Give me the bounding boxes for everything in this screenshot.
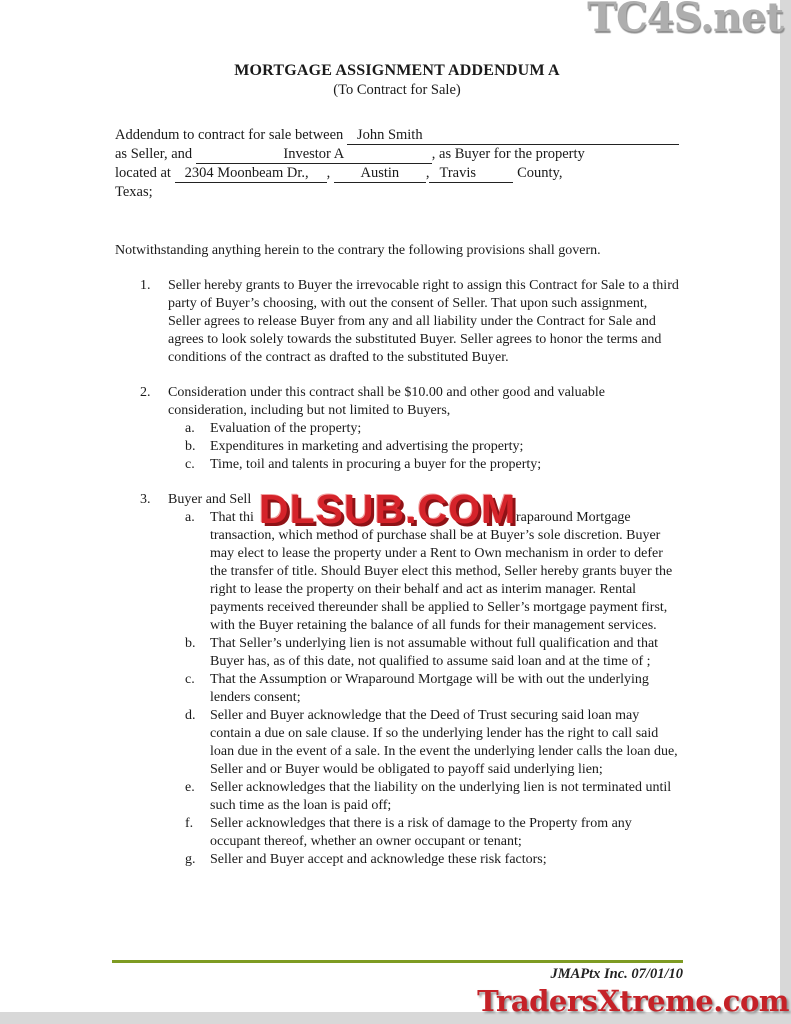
- sub-list: [185, 509, 679, 869]
- list-item-1: [115, 277, 679, 367]
- sub-text: Seller acknowledges that the liability on the underlying lien is not terminated until such time as the loan is paid off;: [210, 780, 672, 813]
- item-body: [168, 491, 679, 869]
- sub-text: Evaluation of the property;: [210, 421, 362, 436]
- sub-text: That the Assumption or Wraparound Mortgage will be with out the underlying lenders consent;: [210, 672, 649, 705]
- list-item-3: [115, 491, 679, 869]
- item-text: Seller hereby grants to Buyer the irrevocable right to assign this Contract for Sale to a third party of Buyer’s choosing, with out the consent of Seller. That upon such assignment, Seller agrees to release Buyer from any and all liability under the Contract for Sale and agrees to look solely towards the substituted Buyer. Seller agrees to honor the terms and conditions of the contract as drafted to the substituted Buyer.: [168, 278, 679, 365]
- footer-divider: [112, 960, 683, 963]
- fill-street-address: [175, 164, 327, 183]
- sub-list: [185, 420, 679, 474]
- watermark-dlsub: DLSUB.COM: [259, 486, 517, 532]
- fill-city: Austin: [334, 164, 426, 183]
- sub-text: That Seller’s underlying lien is not assumable without full qualification and that Buyer has, as of this date, not qualified to assume said loan and at the time of ;: [210, 636, 659, 669]
- governing-clause: Notwithstanding anything herein to the contrary the following provisions shall govern.: [115, 243, 601, 258]
- item-number: 1.: [140, 278, 151, 293]
- fill-seller-name-value: John Smith: [356, 127, 423, 143]
- intro-text: as Seller, and: [115, 146, 196, 162]
- item-body: [168, 384, 679, 474]
- intro-text: ,: [425, 165, 430, 181]
- intro-line: [115, 183, 679, 201]
- intro-text: ,: [326, 165, 334, 181]
- intro-text: Addendum to contract for sale between: [115, 127, 347, 143]
- sub-text-fragment: raparound Mortgage transaction, which method of purchase shall be at Buyer’s sole discretion. Buyer may elect to lease the property under a Rent to Own mechanism in order to defer the transfer of title. Should Buyer elect this method, Seller hereby grants buyer the right to lease the property on their behalf and act as interim manager. Rental payments received thereunder shall be applied to Seller’s mortgage payment first, with the Buyer retaining the balance of all funds for their management services.: [210, 510, 673, 633]
- sub-item: [185, 635, 679, 671]
- sub-item: [185, 438, 679, 456]
- sub-letter: e.: [185, 780, 195, 795]
- intro-text: , as Buyer for the property: [431, 146, 585, 162]
- intro-text: County,: [513, 165, 563, 181]
- fill-seller-name: [347, 126, 679, 145]
- item-number: 3.: [140, 492, 151, 507]
- intro-line: [115, 164, 679, 183]
- title-block: [115, 62, 679, 99]
- item-number: 2.: [140, 385, 151, 400]
- page-subtitle: (To Contract for Sale): [333, 82, 461, 98]
- sub-text: Time, toil and talents in procuring a buyer for the property;: [210, 457, 542, 472]
- watermark-tradersxtreme: TradersXtreme.com: [477, 984, 789, 1018]
- sub-letter: a.: [185, 421, 195, 436]
- footer-credit: JMAPtx Inc. 07/01/10: [550, 966, 683, 982]
- sub-letter: c.: [185, 457, 195, 472]
- fill-county-value: Travis: [439, 165, 477, 181]
- sub-letter: f.: [185, 816, 194, 831]
- sub-item: [185, 420, 679, 438]
- sub-letter: a.: [185, 510, 195, 525]
- fill-county: [429, 164, 513, 183]
- intro-line: [115, 145, 679, 164]
- sub-letter: b.: [185, 636, 196, 651]
- sub-text: Seller and Buyer acknowledge that the Deed of Trust securing said loan may contain a due on sale clause. If so the underlying lender has the right to call said loan due in the event of a sale. In the event the underlying lender calls the loan due, Seller and or Buyer would be obligated to payoff said underlying lien;: [210, 708, 678, 777]
- intro-text: located at: [115, 165, 175, 181]
- list-item-2: [115, 384, 679, 474]
- intro-line: [115, 126, 679, 145]
- sub-text-fragment: That thi: [210, 510, 254, 525]
- sub-item: [185, 779, 679, 815]
- item-text: Buyer and Sell: [168, 492, 252, 507]
- sub-item: [185, 851, 679, 869]
- sub-text: Expenditures in marketing and advertising the property;: [210, 439, 524, 454]
- sub-letter: d.: [185, 708, 196, 723]
- item-text: Consideration under this contract shall be $10.00 and other good and valuable consideration, including but not limited to Buyers,: [168, 385, 606, 418]
- page-title: MORTGAGE ASSIGNMENT ADDENDUM A: [234, 62, 560, 79]
- fill-buyer-name: Investor A: [196, 145, 432, 164]
- sub-item: [185, 456, 679, 474]
- sub-letter: c.: [185, 672, 195, 687]
- sub-letter: b.: [185, 439, 196, 454]
- intro-paragraph: [115, 126, 679, 201]
- watermark-tc4s: TC4S.net: [587, 0, 783, 41]
- fill-street-address-value: 2304 Moonbeam Dr.,: [184, 165, 309, 181]
- sub-item: [185, 815, 679, 851]
- sub-item: [185, 707, 679, 779]
- sub-letter: g.: [185, 852, 196, 867]
- intro-text: Texas;: [115, 184, 153, 200]
- sub-text: Seller and Buyer accept and acknowledge these risk factors;: [210, 852, 547, 867]
- sub-text: Seller acknowledges that there is a risk of damage to the Property from any occupant thereof, whether an owner occupant or tenant;: [210, 816, 632, 849]
- sub-item: [185, 671, 679, 707]
